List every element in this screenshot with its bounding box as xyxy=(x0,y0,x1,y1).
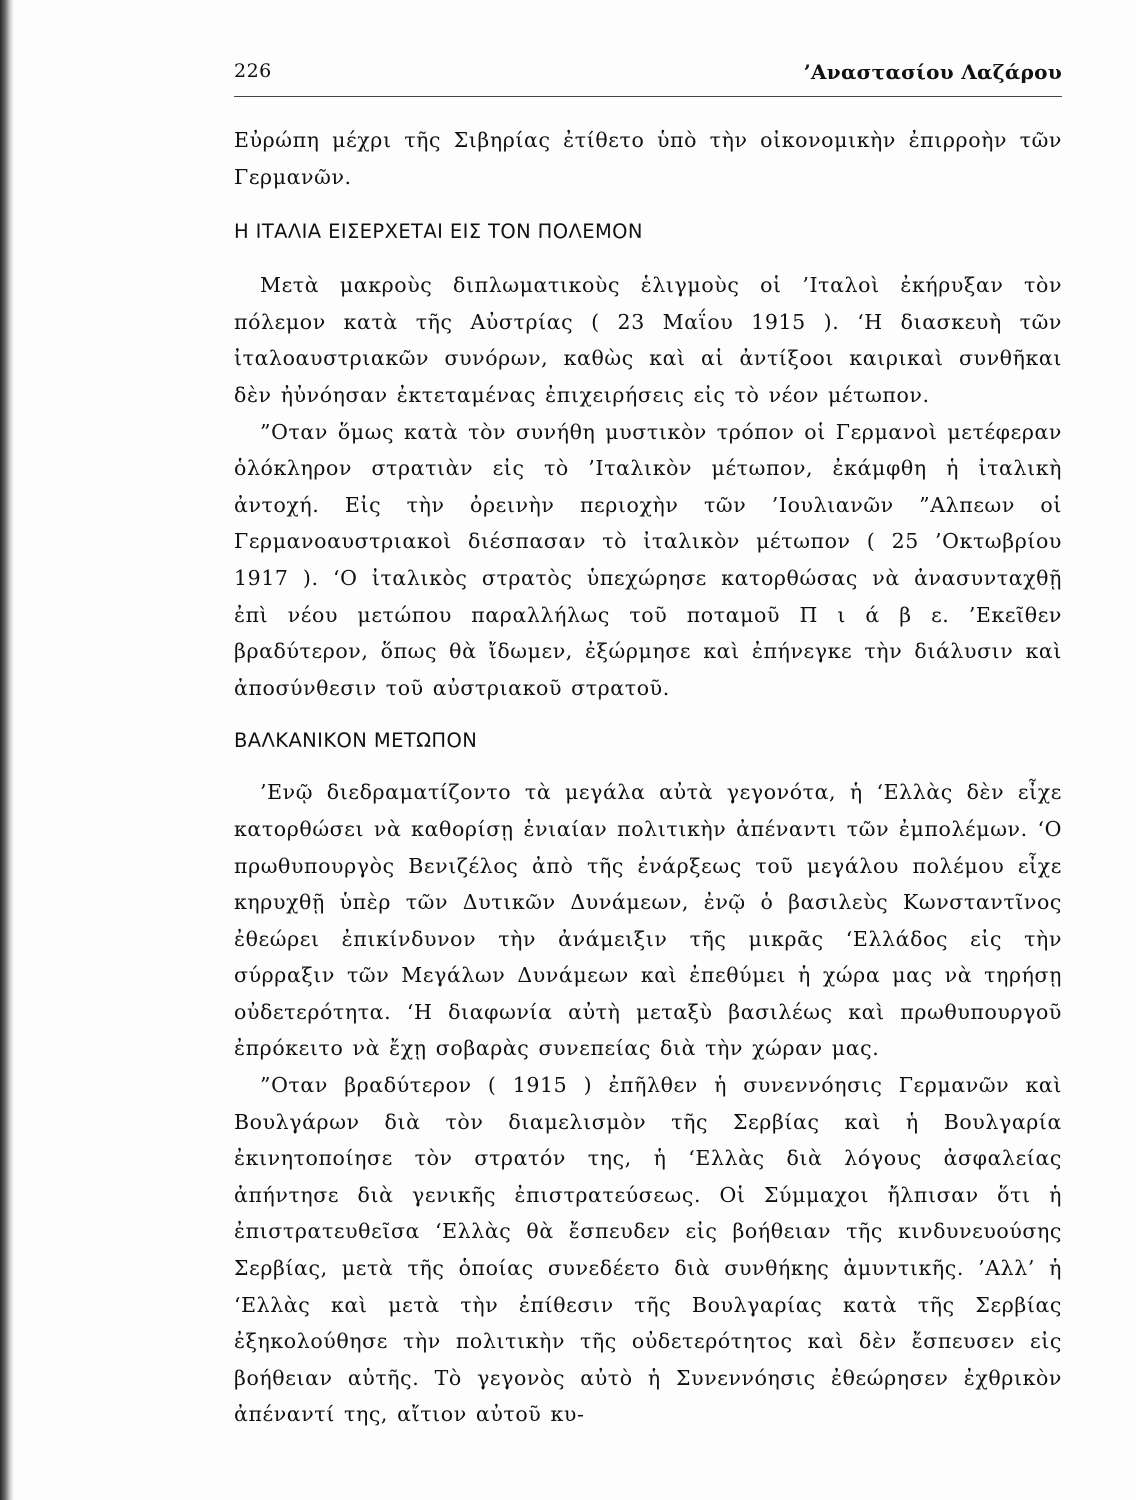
page-number: 226 xyxy=(234,60,272,82)
paragraph-italy-1: Μετὰ μακροὺς διπλωματικοὺς ἑλιγμοὺς οἱ ’Ιταλοὶ ἐκήρυξαν τὸν πόλεμον κατὰ τῆς Αὐστρίας ( 23 Μαΐου 1915 ). ‘Η διασκευὴ τῶν ἰταλοαυστριακῶν συνόρων, καθὼς καὶ αἱ ἀντίξοοι καιρικαὶ συνθῆκαι δὲν ἠὐνόησαν ἐκτεταμένας ἐπιχειρήσεις εἰς τὸ νέον μέτωπον. xyxy=(234,273,1062,407)
running-head-author: ’Αναστασίου Λαζάρου xyxy=(803,60,1062,84)
section-heading-balkan: ΒΑΛΚΑΝΙΚΟΝ ΜΕΤΩΠΟΝ xyxy=(234,729,478,753)
body-text xyxy=(234,122,1062,1433)
paragraph-balkan-2: ”Οταν βραδύτερον ( 1915 ) ἐπῆλθεν ἡ συνεννόησις Γερμανῶν καὶ Βουλγάρων διὰ τὸν διαμελισμὸν τῆς Σερβίας καὶ ἡ Βουλγαρία ἐκινητοποίησε τὸν στρατόν της, ἡ ‘Ελλὰς διὰ λόγους ἀσφαλείας ἀπήντησε διὰ γενικῆς ἐπιστρατεύσεως. Οἱ Σύμμαχοι ἤλπισαν ὅτι ἡ ἐπιστρατευθεῖσα ‘Ελλὰς θὰ ἔσπευδεν εἰς βοήθειαν τῆς κινδυνευούσης Σερβίας, μετὰ τῆς ὁποίας συνεδέετο διὰ συνθήκης ἀμυντικῆς. ’Αλλ’ ἡ ‘Ελλὰς καὶ μετὰ τὴν ἐπίθεσιν τῆς Βουλγαρίας κατὰ τῆς Σερβίας ἐξηκολούθησε τὴν πολιτικὴν τῆς οὐδετερότητος καὶ δὲν ἔσπευσεν εἰς βοήθειαν αὐτῆς. Τὸ γεγονὸς αὐτὸ ἡ Συνεννόησις ἐθεώρησεν ἐχθρικὸν ἀπέναντί της, αἴτιον αὐτοῦ κυ- xyxy=(234,1073,1062,1427)
scan-edge-shadow xyxy=(0,0,14,1500)
header-rule xyxy=(234,96,1062,97)
paragraph-balkan-1: ’Ενῷ διεδραματίζοντο τὰ μεγάλα αὐτὰ γεγονότα, ἡ ‘Ελλὰς δὲν εἶχε κατορθώσει νὰ καθορίσῃ ἑνιαίαν πολιτικὴν ἀπέναντι τῶν ἐμπολέμων. ‘Ο πρωθυπουργὸς Βενιζέλος ἀπὸ τῆς ἐνάρξεως τοῦ μεγάλου πολέμου εἶχε κηρυχθῇ ὑπὲρ τῶν Δυτικῶν Δυνάμεων, ἐνῷ ὁ βασιλεὺς Κωνσταντῖνος ἐθεώρει ἐπικίνδυνον τὴν ἀνάμειξιν τῆς μικρᾶς ‘Ελλάδος εἰς τὴν σύρραξιν τῶν Μεγάλων Δυνάμεων καὶ ἐπεθύμει ἡ χώρα μας νὰ τηρήσῃ οὐδετερότητα. ‘Η διαφωνία αὐτὴ μεταξὺ βασιλέως καὶ πρωθυπουργοῦ ἐπρόκειτο νὰ ἔχῃ σοβαρὰς συνεπείας διὰ τὴν χώραν μας. xyxy=(234,780,1062,1061)
paragraph-intro: Εὐρώπη μέχρι τῆς Σιβηρίας ἐτίθετο ὑπὸ τὴν οἰκονομικὴν ἐπιρροὴν τῶν Γερμανῶν. xyxy=(234,128,1062,189)
section-heading-italy: Η ΙΤΑΛΙΑ ΕΙΣΕΡΧΕΤΑΙ ΕΙΣ ΤΟΝ ΠΟΛΕΜΟΝ xyxy=(234,220,643,244)
paragraph-italy-2: ”Οταν ὅμως κατὰ τὸν συνήθη μυστικὸν τρόπον οἱ Γερμανοὶ μετέφεραν ὁλόκληρον στρατιὰν εἰς τὸ ’Ιταλικὸν μέτωπον, ἐκάμφθη ἡ ἰταλικὴ ἀντοχή. Εἰς τὴν ὀρεινὴν περιοχὴν τῶν ’Ιουλιανῶν ”Αλπεων οἱ Γερμανοαυστριακοὶ διέσπασαν τὸ ἰταλικὸν μέτωπον ( 25 ’Οκτωβρίου 1917 ). ‘Ο ἰταλικὸς στρατὸς ὑπεχώρησε κατορθώσας νὰ ἀνασυνταχθῇ ἐπὶ νέου μετώπου παραλλήλως τοῦ ποταμοῦ Π ι ά β ε. ’Εκεῖθεν βραδύτερον, ὅπως θὰ ἴδωμεν, ἐξώρμησε καὶ ἐπήνεγκε τὴν διάλυσιν καὶ ἀποσύνθεσιν τοῦ αὐστριακοῦ στρατοῦ. xyxy=(234,419,1062,700)
running-header xyxy=(234,60,1062,90)
